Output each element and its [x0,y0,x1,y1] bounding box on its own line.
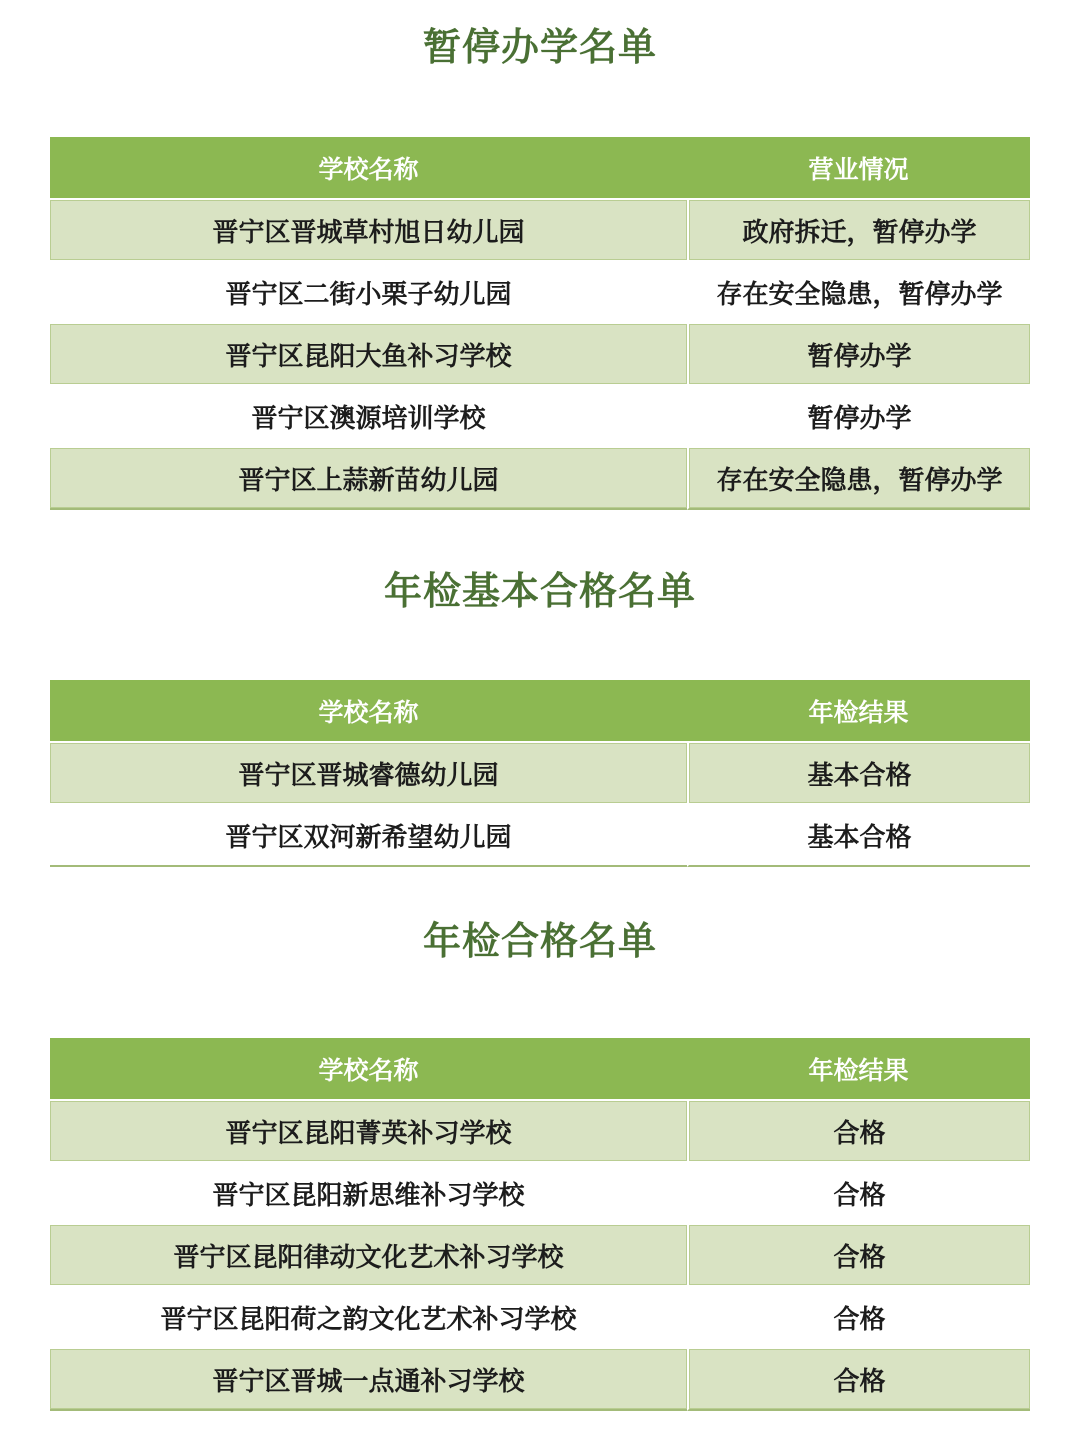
table-header-row [50,680,1030,743]
section-title: 年检基本合格名单 [383,571,696,613]
status-cell: 暂停办学 [687,324,1030,386]
table-row [50,1163,1030,1225]
status-cell: 合格 [687,1163,1030,1225]
section-title: 暂停办学名单 [422,27,657,69]
status-cell: 存在安全隐患，暂停办学 [687,448,1030,510]
status-cell: 合格 [687,1349,1030,1411]
section-2 [50,570,1030,867]
table-header-row [50,1038,1030,1101]
table-row [50,448,1030,510]
school-name-cell: 晋宁区昆阳新思维补习学校 [50,1163,687,1225]
school-name-cell: 晋宁区昆阳荷之韵文化艺术补习学校 [50,1287,687,1349]
table-row [50,743,1030,805]
column-header-result: 年检结果 [687,680,1030,743]
table-row [50,386,1030,448]
column-header-school-name: 学校名称 [50,1038,687,1101]
column-header-result: 年检结果 [687,1038,1030,1101]
table-row [50,200,1030,262]
status-cell: 基本合格 [687,805,1030,867]
status-cell: 合格 [687,1225,1030,1287]
status-cell: 合格 [687,1287,1030,1349]
column-header-school-name: 学校名称 [50,137,687,200]
school-table [50,137,1030,510]
school-name-cell: 晋宁区晋城睿德幼儿园 [50,743,687,805]
table-row [50,1101,1030,1163]
table-header-row [50,137,1030,200]
column-header-school-name: 学校名称 [50,680,687,743]
school-name-cell: 晋宁区晋城草村旭日幼儿园 [50,200,687,262]
sections-host [50,26,1030,1411]
status-cell: 存在安全隐患，暂停办学 [687,262,1030,324]
table-row [50,324,1030,386]
school-table [50,1038,1030,1411]
school-table [50,680,1030,867]
status-cell: 政府拆迁，暂停办学 [687,200,1030,262]
school-name-cell: 晋宁区双河新希望幼儿园 [50,805,687,867]
table-row [50,262,1030,324]
table-row [50,1349,1030,1411]
school-name-cell: 晋宁区昆阳菁英补习学校 [50,1101,687,1163]
table-row [50,1225,1030,1287]
status-cell: 暂停办学 [687,386,1030,448]
status-cell: 合格 [687,1101,1030,1163]
school-name-cell: 晋宁区澳源培训学校 [50,386,687,448]
section-1 [50,26,1030,510]
column-header-result: 营业情况 [687,137,1030,200]
school-name-cell: 晋宁区昆阳大鱼补习学校 [50,324,687,386]
section-3 [50,920,1030,1411]
school-name-cell: 晋宁区晋城一点通补习学校 [50,1349,687,1411]
section-title: 年检合格名单 [422,921,657,963]
school-name-cell: 晋宁区昆阳律动文化艺术补习学校 [50,1225,687,1287]
school-name-cell: 晋宁区二街小栗子幼儿园 [50,262,687,324]
school-name-cell: 晋宁区上蒜新苗幼儿园 [50,448,687,510]
status-cell: 基本合格 [687,743,1030,805]
table-row [50,805,1030,867]
table-row [50,1287,1030,1349]
